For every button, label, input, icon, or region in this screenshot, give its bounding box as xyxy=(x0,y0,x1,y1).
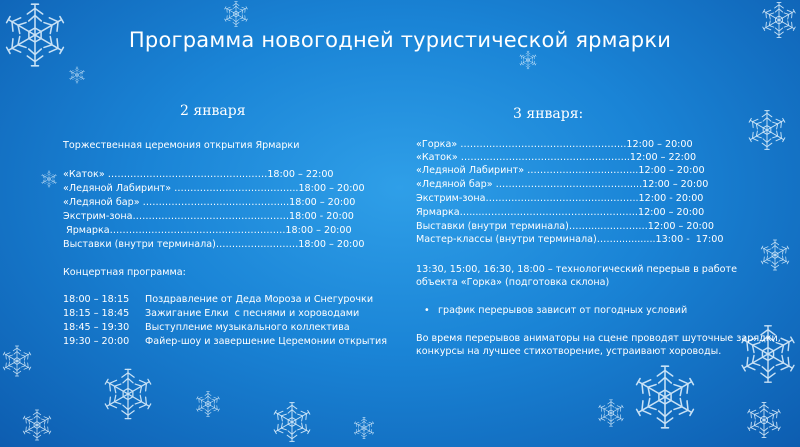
snowflake-icon xyxy=(758,238,792,272)
note-line: Во время перерывов аниматоры на сцене проводят шуточные зарядки, xyxy=(416,333,781,344)
snowflake-icon xyxy=(194,390,222,418)
day2-venue: «Ледяной Лабиринт» ……………………..……...12:00 – 20:00 xyxy=(416,165,705,176)
concert-time: 18:15 – 18:45 xyxy=(63,308,130,319)
snowflake-icon xyxy=(100,366,156,422)
snowflake-icon xyxy=(0,338,34,384)
note-line: конкурсы на лучшее стихотворение, устраивают хороводы. xyxy=(416,346,722,357)
day2-venue: Мастер-классы (внутри терминала)…….............13:00 - 17:00 xyxy=(416,234,724,245)
day1-venue: Экстрим-зона…………………………….……………18:00 - 20:00 xyxy=(63,211,354,222)
breaks-line: объекта «Горка» (подготовка склона) xyxy=(416,277,610,288)
day2-venue: Экстрим-зона……………………………….………..12:00 - 20:00 xyxy=(416,193,704,204)
concert-time: 19:30 – 20:00 xyxy=(63,336,130,347)
day1-opening: Торжественная церемония открытия Ярмарки xyxy=(63,140,300,151)
day1-venue: «Ледяной Лабиринт» ………………………………...18:00 – 20:00 xyxy=(63,183,365,194)
day2-venue: «Каток» ……………………………………………..12:00 – 22:00 xyxy=(416,152,697,163)
bullet-marker: • xyxy=(424,305,430,316)
snowflake-icon xyxy=(20,408,54,442)
snowflake-icon xyxy=(270,400,314,444)
day2-venue: Выставки (внутри терминала)…….....….……….12:00 – 20:00 xyxy=(416,221,715,232)
concert-event: Файер-шоу и завершение Церемонии открытия xyxy=(145,336,388,347)
bullet-text: график перерывов зависит от погодных условий xyxy=(438,305,688,316)
day2-heading: 3 января: xyxy=(513,106,584,122)
breaks-line: 13:30, 15:00, 16:30, 18:00 – технологический перерыв в работе xyxy=(416,264,738,275)
concert-event: Выступление музыкального коллектива xyxy=(145,322,350,333)
day1-venue: Выставки (внутри терминала)……...……..………18:00 – 20:00 xyxy=(63,239,365,250)
snowflake-icon xyxy=(518,50,538,70)
day2-venue: Ярмарка…....………………………………………….12:00 – 20:00 xyxy=(416,207,705,218)
concert-event: Зажигание Елки с песнями и хороводами xyxy=(145,308,360,319)
concert-time: 18:00 – 18:15 xyxy=(63,294,130,305)
snowflake-icon xyxy=(745,108,789,152)
snowflake-icon xyxy=(352,416,376,440)
snowflake-icon xyxy=(596,398,626,428)
day2-venue: «Ледяной бар» ……………………………………....12:00 – 20:00 xyxy=(416,179,709,190)
day1-venue: «Ледяной бар» ……………………….……………...18:00 – 20:00 xyxy=(63,197,356,208)
concert-time: 18:45 – 19:30 xyxy=(63,322,130,333)
concert-event: Поздравление от Деда Мороза и Снегурочки xyxy=(145,294,374,305)
day1-venue: Ярмарка……………………………………………….18:00 – 20:00 xyxy=(63,225,352,236)
page-title: Программа новогодней туристической ярмарки xyxy=(128,28,672,52)
snowflake-icon xyxy=(222,0,250,28)
day1-heading: 2 января xyxy=(180,103,246,119)
concert-heading: Концертная программа: xyxy=(63,267,186,278)
snowflake-icon xyxy=(68,66,86,84)
day1-venue: «Каток» ……………………………………..……18:00 – 22:00 xyxy=(63,169,334,180)
day2-venue: «Горка» …………………………………………….12:00 – 20:00 xyxy=(416,139,693,150)
snowflake-icon xyxy=(744,400,784,440)
snowflake-icon xyxy=(40,170,58,188)
snowflake-icon xyxy=(630,362,700,432)
